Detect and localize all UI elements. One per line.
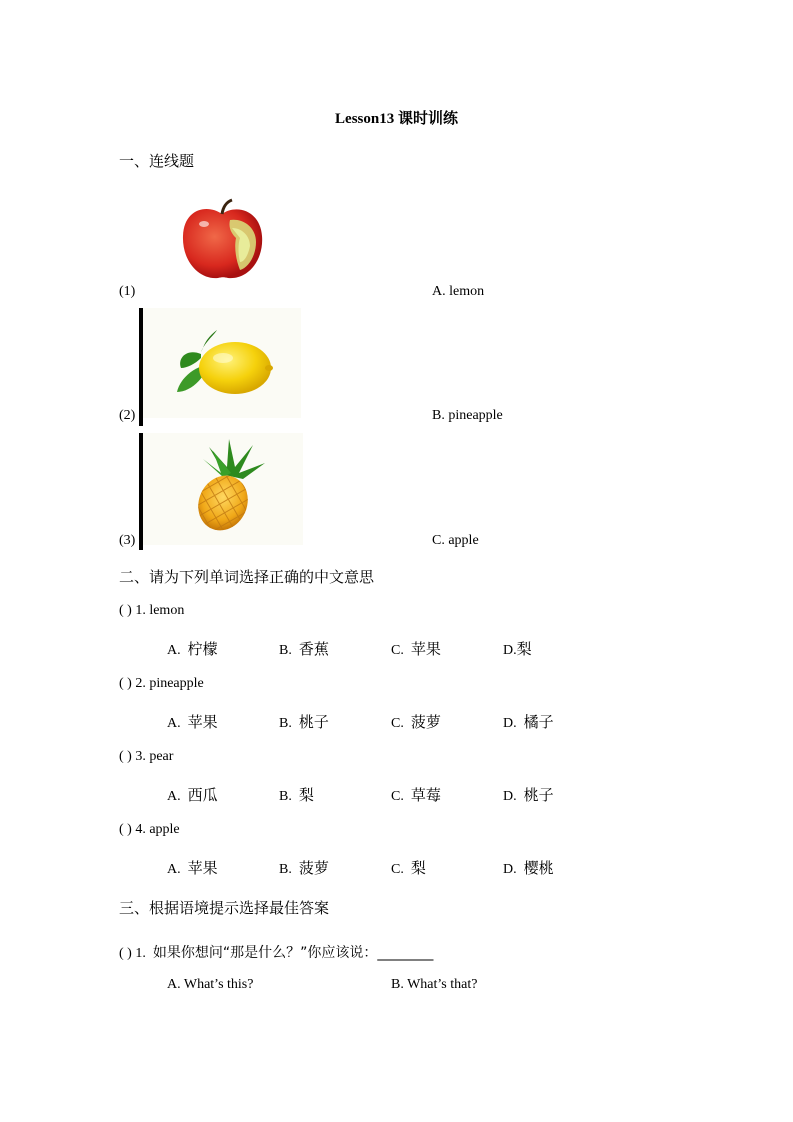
match-option-b: B. pineapple [432, 408, 503, 423]
option-a: A. 苹果 [167, 859, 218, 877]
option-c: C. 苹果 [391, 640, 441, 658]
section2-heading: 二、请为下列单词选择正确的中文意思 [119, 568, 375, 586]
option-c: C. 菠萝 [391, 713, 441, 731]
option-b: B. What’s that? [391, 977, 478, 992]
question-stem: ( ) 1. 如果你想问“那是什么？”你应该说：________ [119, 945, 434, 961]
option-b: B. 桃子 [279, 713, 329, 731]
option-d: D. 樱桃 [503, 859, 554, 877]
option-c: C. 梨 [391, 859, 426, 877]
question-stem: ( ) 3. pear [119, 749, 174, 764]
match-option-c: C. apple [432, 533, 479, 548]
lemon-icon [143, 308, 301, 418]
question-stem: ( ) 4. apple [119, 822, 180, 837]
option-a: A. 柠檬 [167, 640, 218, 658]
match-num-2: (2) [119, 408, 136, 423]
match-num-1: (1) [119, 284, 136, 299]
option-a: A. What’s this? [167, 977, 254, 992]
question-stem: ( ) 1. lemon [119, 603, 185, 618]
apple-icon [178, 198, 266, 287]
question-stem: ( ) 2. pineapple [119, 676, 204, 691]
option-b: B. 香蕉 [279, 640, 329, 658]
option-b: B. 菠萝 [279, 859, 329, 877]
page-title: Lesson13 课时训练 [335, 111, 458, 127]
pineapple-icon [143, 433, 303, 545]
section3-heading: 三、根据语境提示选择最佳答案 [119, 899, 330, 917]
option-a: A. 苹果 [167, 713, 218, 731]
option-a: A. 西瓜 [167, 786, 218, 804]
option-d: D. 橘子 [503, 713, 554, 731]
section1-heading: 一、连线题 [119, 152, 195, 170]
option-c: C. 草莓 [391, 786, 441, 804]
match-option-a: A. lemon [432, 284, 485, 299]
option-d: D. 桃子 [503, 786, 554, 804]
option-d: D.梨 [503, 640, 532, 658]
match-num-3: (3) [119, 533, 136, 548]
option-b: B. 梨 [279, 786, 314, 804]
